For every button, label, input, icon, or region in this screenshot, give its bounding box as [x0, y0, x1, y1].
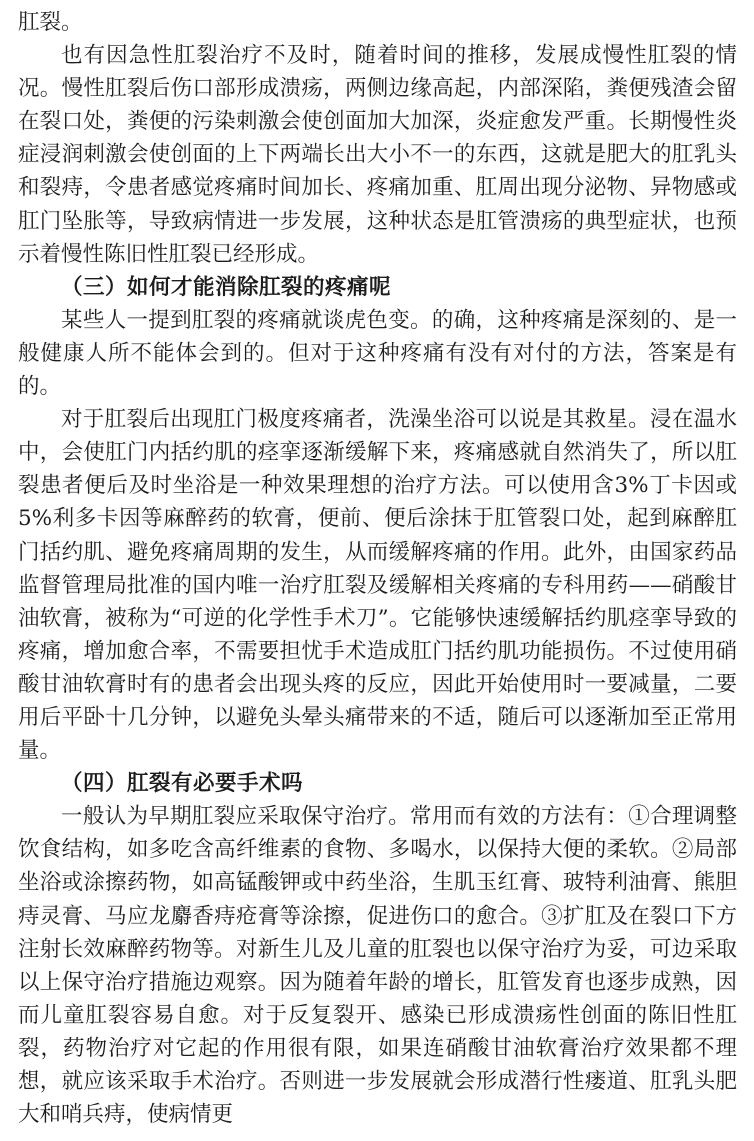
pain-intro-paragraph: 某些人一提到肛裂的疼痛就谈虎色变。的确，这种疼痛是深刻的、是一般健康人所不能体会到的。但对于这种疼痛有没有对付的方法，答案是有的。 — [18, 307, 737, 400]
section-heading-4: （四）肛裂有必要手术吗 — [61, 771, 304, 797]
continuation-paragraph: 肛裂。 — [18, 10, 83, 35]
chronic-fissure-paragraph: 也有因急性肛裂治疗不及时，随着时间的推移，发展成慢性肛裂的情况。慢性肛裂后伤口部形成溃疡，两侧边缘高起，内部深陷，粪便残渣会留在裂口处，粪便的污染刺激会使创面加大加深，炎症愈发严重。长期慢性炎症浸润刺激会使创面的上下两端长出大小不一的东西，这就是肥大的肛乳头和裂痔，令患者感觉疼痛时间加长、疼痛加重、肛周出现分泌物、异物感或肛门坠胀等，导致病情进一步发展，这种状态是肛管溃疡的典型症状，也预示着慢性陈旧性肛裂已经形成。 — [18, 43, 737, 267]
section-heading-3: （三）如何才能消除肛裂的疼痛呢 — [61, 274, 392, 300]
surgery-paragraph: 一般认为早期肛裂应采取保守治疗。常用而有效的方法有：①合理调整饮食结构，如多吃含高纤维素的食物、多喝水，以保持大便的柔软。②局部坐浴或涂擦药物，如高锰酸钾或中药坐浴，生肌玉红膏、玻特利油膏、熊胆痔灵膏、马应龙麝香痔疮膏等涂擦，促进伤口的愈合。③扩肛及在裂口下方注射长效麻醉药物等。对新生儿及儿童的肛裂也以保守治疗为妥，可边采取以上保守治疗措施边观察。因为随着年龄的增长，肛管发育也逐步成熟，因而儿童肛裂容易自愈。对于反复裂开、感染已形成溃疡性创面的陈旧性肛裂，药物治疗对它起的作用很有限，如果连硝酸甘油软膏治疗效果都不理想，就应该采取手术治疗。否则进一步发展就会形成潜行性瘘道、肛乳头肥大和哨兵痔，使病情更 — [18, 804, 737, 1128]
pain-relief-paragraph: 对于肛裂后出现肛门极度疼痛者，洗澡坐浴可以说是其救星。浸在温水中，会使肛门内括约肌的痉挛逐渐缓解下来，疼痛感就自然消失了，所以肛裂患者便后及时坐浴是一种效果理想的治疗方法。可以使用含3%丁卡因或5%利多卡因等麻醉药的软膏，便前、便后涂抹于肛管裂口处，起到麻醉肛门括约肌、避免疼痛周期的发生，从而缓解疼痛的作用。此外，由国家药品监督管理局批准的国内唯一治疗肛裂及缓解相关疼痛的专科用药——硝酸甘油软膏，被称为“可逆的化学性手术刀”。它能够快速缓解括约肌痉挛导致的疼痛，增加愈合率，不需要担忧手术造成肛门括约肌功能损伤。不过使用硝酸甘油软膏时有的患者会出现头疼的反应，因此开始使用时一要减量，二要用后平卧十几分钟，以避免头晕头痛带来的不适，随后可以逐渐加至正常用量。 — [18, 407, 737, 764]
